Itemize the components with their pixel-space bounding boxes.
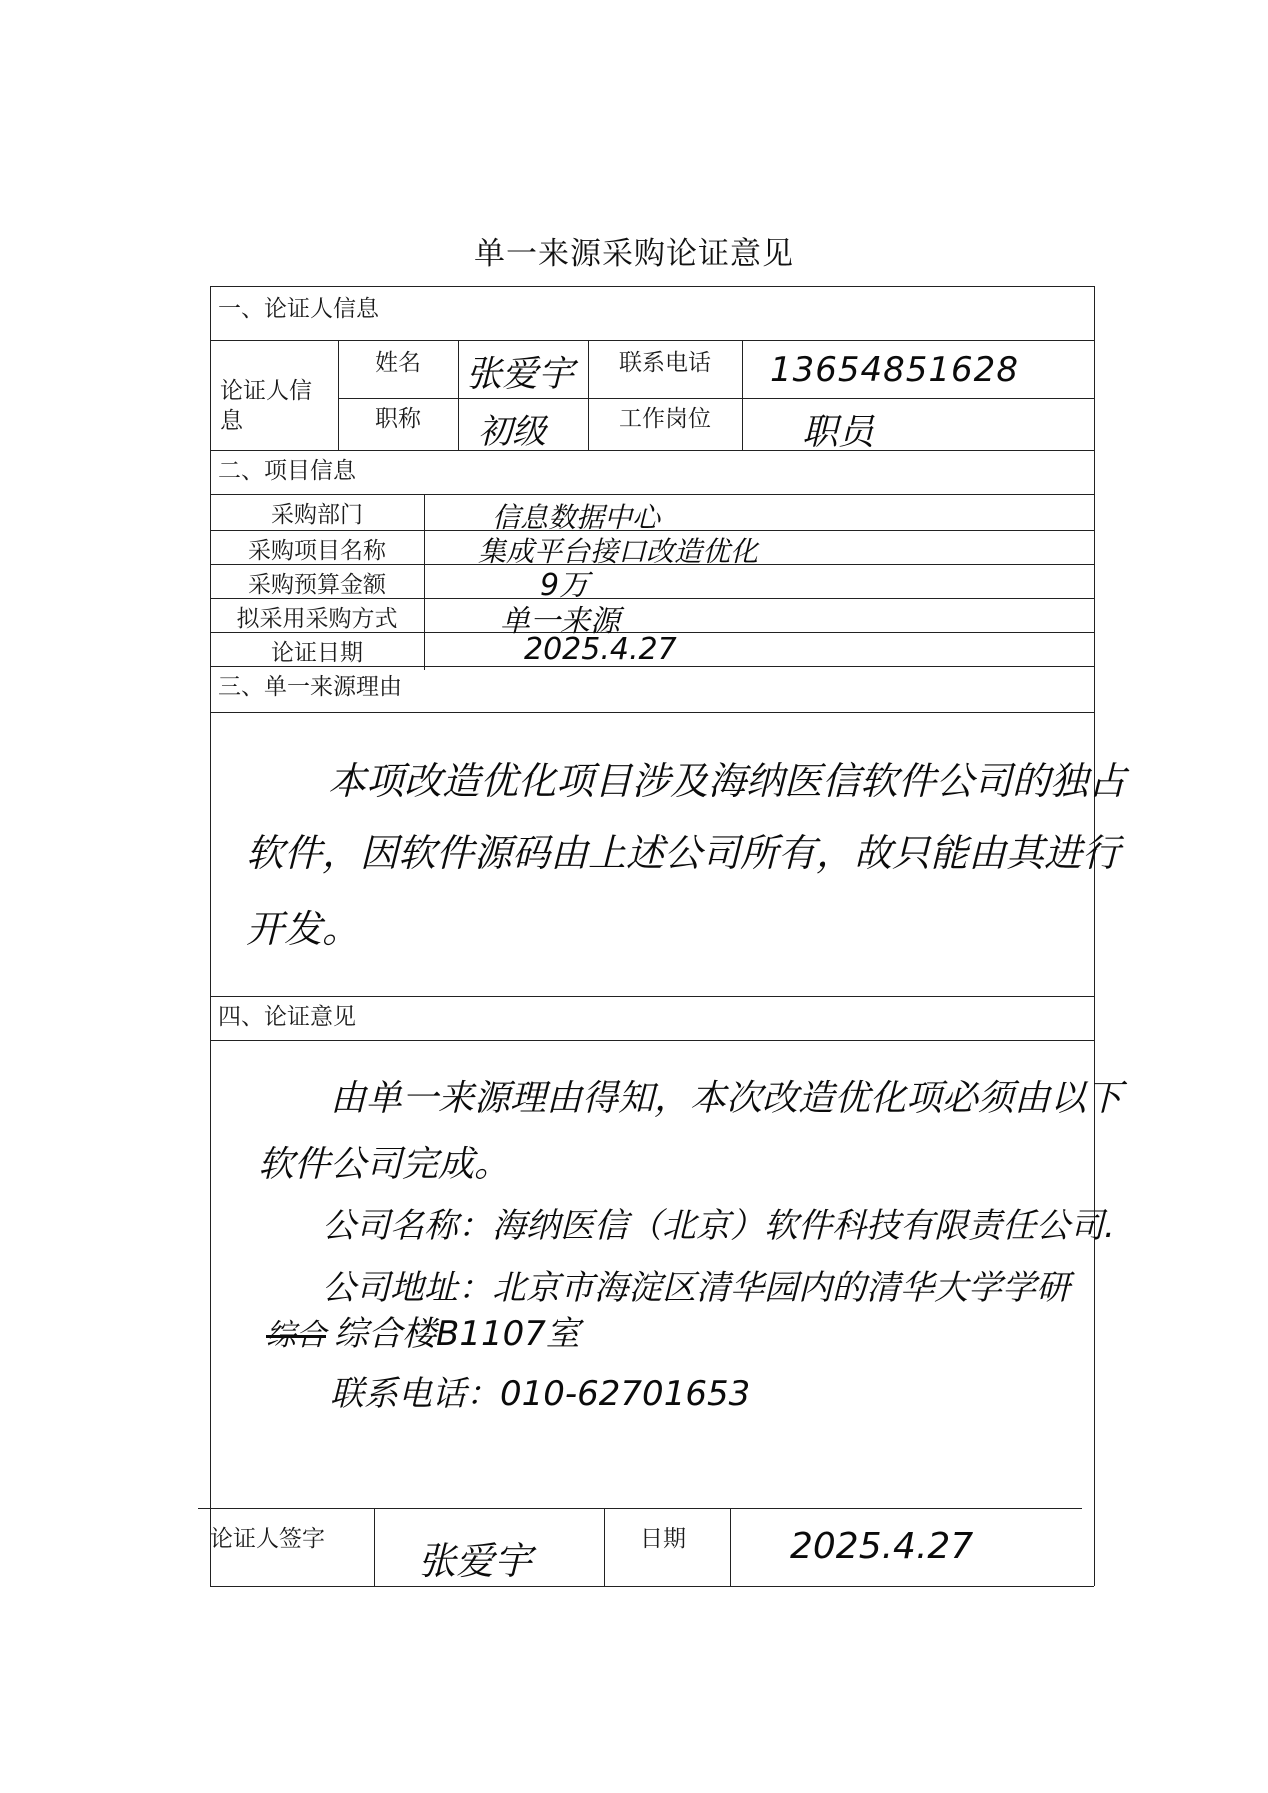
divider <box>198 1508 1082 1509</box>
border-right <box>1094 286 1095 1586</box>
reason-line-3: 开发。 <box>246 907 361 951</box>
border-top <box>210 286 1094 287</box>
evaluator-info-label: 论证人信息 <box>220 378 312 434</box>
phone-value: 13654851628 <box>770 350 1019 390</box>
opinion-line-6: 联系电话：010-62701653 <box>330 1374 751 1414</box>
section1-heading: 一、论证人信息 <box>218 296 379 322</box>
divider <box>210 712 1094 713</box>
divider <box>210 996 1094 997</box>
divider <box>730 1508 731 1586</box>
signature-value: 张爱宇 <box>418 1539 533 1583</box>
project-name-label: 采购项目名称 <box>248 538 386 564</box>
date-value: 2025.4.27 <box>790 1526 974 1567</box>
post-value: 职员 <box>802 412 875 453</box>
budget-label: 采购预算金额 <box>248 572 386 598</box>
page-title: 单一来源采购论证意见 <box>474 236 794 272</box>
reason-line-2: 软件，因软件源码由上述公司所有，故只能由其进行 <box>246 831 1121 875</box>
rank-label: 职称 <box>375 406 421 432</box>
method-value: 单一来源 <box>500 604 620 639</box>
name-value: 张爱宇 <box>466 354 575 395</box>
budget-value: 9万 <box>540 568 590 603</box>
phone-label: 联系电话 <box>619 350 711 376</box>
divider <box>338 398 1094 399</box>
divider <box>210 340 1094 341</box>
divider <box>210 450 1094 451</box>
evaluation-date-label: 论证日期 <box>271 640 363 666</box>
post-label: 工作岗位 <box>619 406 711 432</box>
opinion-line-4: 公司地址：北京市海淀区清华园内的清华大学学研 <box>322 1268 1070 1308</box>
opinion-line-3: 公司名称：海纳医信（北京）软件科技有限责任公司. <box>322 1206 1115 1246</box>
procurement-dept-label: 采购部门 <box>271 502 363 528</box>
reason-line-1: 本项改造优化项目涉及海纳医信软件公司的独占 <box>328 759 1127 803</box>
project-name-value: 集成平台接口改造优化 <box>478 535 759 568</box>
divider <box>210 494 1094 495</box>
border-left <box>210 286 211 1586</box>
opinion-line-5: 综合楼B1107室 <box>334 1314 580 1354</box>
procurement-dept-value: 信息数据中心 <box>492 501 661 534</box>
struck-text: 综合 <box>266 1318 326 1353</box>
rank-value: 初级 <box>478 412 546 452</box>
divider <box>458 340 459 450</box>
signature-label: 论证人签字 <box>210 1526 325 1552</box>
border-bottom <box>210 1586 1094 1587</box>
method-label: 拟采用采购方式 <box>236 606 398 632</box>
divider <box>424 494 425 670</box>
opinion-line-1: 由单一来源理由得知，本次改造优化项必须由以下 <box>330 1078 1123 1119</box>
divider <box>210 1040 1094 1041</box>
evaluation-date-value: 2025.4.27 <box>524 632 677 667</box>
divider <box>604 1508 605 1586</box>
opinion-line-2: 软件公司完成。 <box>258 1144 511 1185</box>
section4-heading: 四、论证意见 <box>218 1004 356 1030</box>
section3-heading: 三、单一来源理由 <box>218 674 402 700</box>
date-label: 日期 <box>640 1526 686 1552</box>
section2-heading: 二、项目信息 <box>218 458 356 484</box>
divider <box>742 340 743 450</box>
name-label: 姓名 <box>375 350 421 376</box>
divider <box>374 1508 375 1586</box>
